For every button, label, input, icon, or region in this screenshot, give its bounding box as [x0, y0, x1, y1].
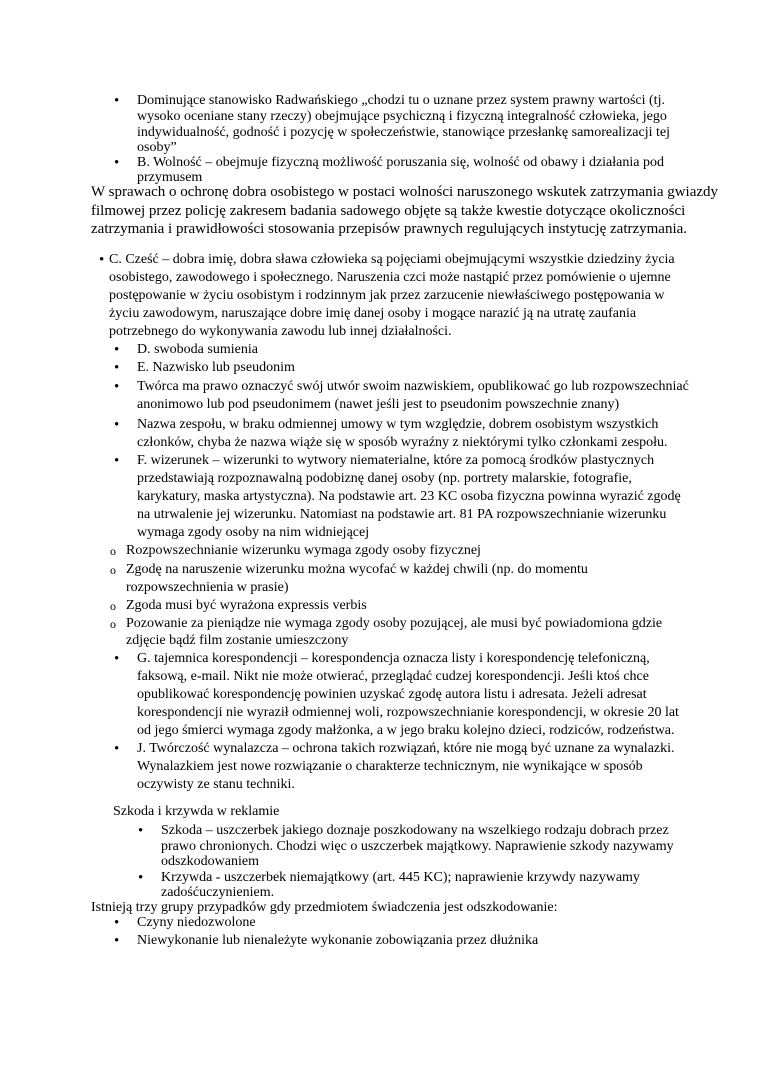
text-line: Zgodę na naruszenie wizerunku można wycofać w każdej chwili (np. do momentu	[126, 562, 588, 577]
text-line: życiu zawodowym, naruszające dobre imię danej osoby i mogące narazić ją na utratę zaufania	[109, 306, 637, 321]
text-line: D. swoboda sumienia	[137, 342, 258, 357]
text-line: osobistego, zawodowego i społecznego. Naruszenia czci może nastąpić przez pomówienie o ujemne	[109, 270, 671, 285]
bullet-marker	[114, 932, 119, 951]
text-line: opublikować korespondencję powinien uzyskać zgodę autora listu i adresata. Jeżeli adresat	[137, 687, 647, 702]
bullet-marker	[114, 452, 119, 471]
circle-bullet-marker	[110, 615, 116, 634]
text-line: na utrwalenie jej wizerunku. Natomiast na podstawie art. 81 PA rozpowszechnianie wizerunku	[137, 507, 667, 522]
text-line: Czyny niedozwolone	[137, 915, 256, 930]
bullet-marker	[138, 822, 143, 841]
text-line: Niewykonanie lub nienależyte wykonanie zobowiązania przez dłużnika	[137, 933, 539, 948]
text-line: przedstawiają rozpoznawalną podobiznę danej osoby (np. portrety malarskie, fotografie,	[137, 471, 632, 486]
bullet-marker	[114, 92, 119, 111]
section-heading: Szkoda i krzywda w reklamie	[113, 804, 280, 819]
text-line: C. Cześć – dobra imię, dobra sława człowieka są pojęciami obejmującymi wszystkie dziedziny życia	[109, 252, 675, 267]
text-line: Nazwa zespołu, w braku odmiennej umowy w tym względzie, dobrem osobistym wszystkich	[137, 417, 659, 432]
text-line: J. Twórczość wynalazcza – ochrona takich rozwiązań, które nie mogą być uznane za wynalazki.	[137, 741, 675, 756]
bullet-marker	[114, 740, 119, 759]
text-line: Dominujące stanowisko Radwańskiego „chodzi tu o uznane przez system prawny wartości (tj.	[137, 93, 665, 108]
circle-bullet-marker	[110, 597, 116, 616]
text-line: członków, chyba że nazwa wiąże się w sposób wyraźny z niektórymi tylko członkami zespołu.	[137, 435, 668, 450]
text-line: rozpowszechnienia w prasie)	[126, 580, 289, 595]
text-line: Wynalazkiem jest nowe rozwiązanie o charakterze technicznym, nie wynikające w sposób	[137, 759, 643, 774]
bullet-marker	[114, 341, 119, 360]
bullet-marker	[99, 251, 104, 270]
text-line: osoby”	[137, 140, 177, 155]
text-line: postępowanie w życiu osobistym i rodzinnym jak przez zarzucenie niewłaściwego postępowania w	[109, 288, 665, 303]
text-line: Pozowanie za pieniądze nie wymaga zgody osoby pozującej, ale musi być powiadomiona gdzie	[126, 616, 663, 631]
bullet-marker	[114, 154, 119, 173]
text-line: wymaga zgody osoby na nim widniejącej	[137, 525, 370, 540]
text-line: E. Nazwisko lub pseudonim	[137, 360, 295, 375]
circle-bullet-marker	[110, 542, 116, 561]
text-line: G. tajemnica korespondencji – korespondencja oznacza listy i korespondencję telefoniczną,	[137, 651, 650, 666]
bullet-marker	[114, 359, 119, 378]
bullet-marker	[138, 869, 143, 888]
text-line: Twórca ma prawo oznaczyć swój utwór swoim nazwiskiem, opublikować go lub rozpowszechniać	[137, 379, 689, 394]
text-line: anonimowo lub pod pseudonimem (nawet jeśli jest to pseudonim powszechnie znany)	[137, 397, 620, 412]
text-line: B. Wolność – obejmuje fizyczną możliwość poruszania się, wolność od obawy i działania pod	[137, 155, 664, 170]
text-line: zdjęcie bądź film zostanie umieszczony	[126, 633, 349, 648]
text-line: zadośćuczynieniem.	[161, 885, 275, 900]
text-line: Szkoda – uszczerbek jakiego doznaje poszkodowany na wszelkiego rodzaju dobrach przez	[161, 823, 669, 838]
text-line: Istnieją trzy grupy przypadków gdy przedmiotem świadczenia jest odszkodowanie:	[91, 900, 558, 915]
text-line: oczywisty ze stanu techniki.	[137, 777, 295, 792]
bullet-marker	[114, 416, 119, 435]
text-line: indywidualność, godność i pozycję w społeczeństwie, stanowiące przesłankę samorealizacji tej	[137, 125, 670, 140]
text-line: faksową, e-mail. Nikt nie może otwierać, przeglądać cudzej korespondencji. Jeśli ktoś chce	[137, 669, 649, 684]
text-line: odszkodowaniem	[161, 854, 259, 869]
text-line: przymusem	[137, 170, 203, 185]
text-line: Zgoda musi być wyrażona expressis verbis	[126, 598, 367, 613]
text-line: wysoko oceniane stany rzeczy) obejmujące psychiczną i fizyczną integralność człowieka, jego	[137, 109, 667, 124]
text-line: Krzywda - uszczerbek niemajątkowy (art. 445 KC); naprawienie krzywdy nazywamy	[161, 870, 640, 885]
text-line: karykatury, maska artystyczna). Na podstawie art. 23 KC osoba fizyczna powinna wyrazić zgodę	[137, 489, 681, 504]
text-line: potrzebnego do wykonywania zawodu lub innej działalności.	[109, 324, 452, 339]
text-line: od jego śmierci wymaga zgody małżonka, a w jego braku kolejno dzieci, rodziców, rodzeństwa.	[137, 723, 675, 738]
text-line: prawo chronionych. Chodzi więc o uszczerbek majątkowy. Naprawienie szkody nazywamy	[161, 839, 674, 854]
circle-bullet-marker	[110, 561, 116, 580]
text-line: filmowej przez policję zakresem badania sadowego objęte są także kwestie dotyczące okoliczności	[91, 203, 686, 219]
text-line: korespondencji nie wyraził odmiennej woli, rozpowszechnianie korespondencji, w okresie 20 lat	[137, 705, 679, 720]
text-line: zatrzymania i prawidłowości stosowania przepisów prawnych regulujących instytucję zatrzymania.	[91, 221, 688, 237]
bullet-marker	[114, 378, 119, 397]
bullet-marker	[114, 650, 119, 669]
text-line: F. wizerunek – wizerunki to wytwory niematerialne, które za pomocą środków plastycznych	[137, 453, 655, 468]
text-line: W sprawach o ochronę dobra osobistego w postaci wolności naruszonego wskutek zatrzymania gwiazdy	[91, 184, 719, 200]
text-line: Rozpowszechnianie wizerunku wymaga zgody osoby fizycznej	[126, 543, 481, 558]
